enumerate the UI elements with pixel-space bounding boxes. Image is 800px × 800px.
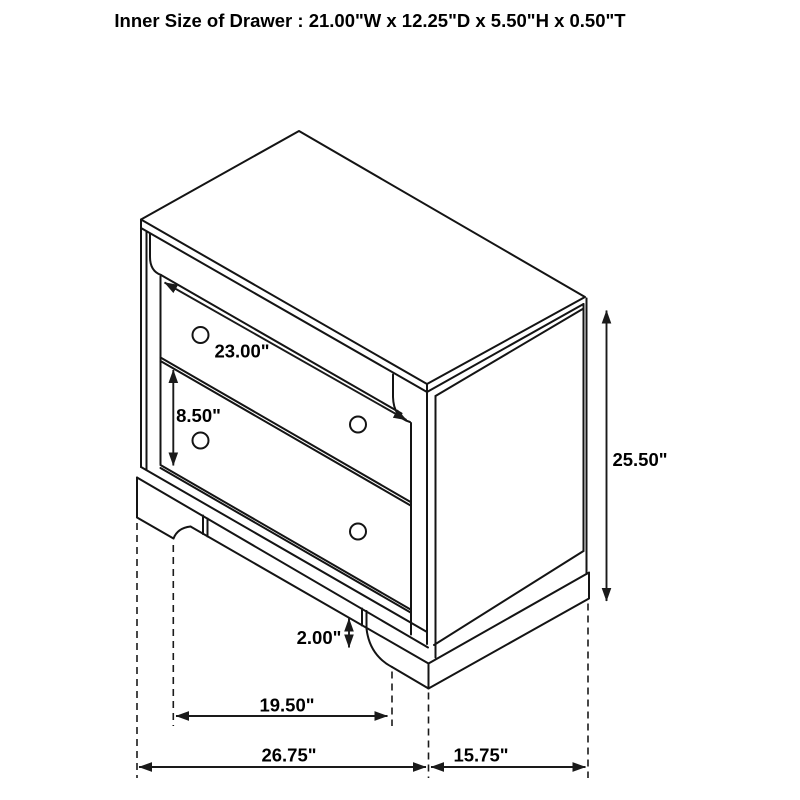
dim-label-overall-width: 26.75": [261, 744, 317, 766]
dimension-labels: [176, 341, 667, 766]
top-edge-side-band: [427, 299, 587, 397]
cabinet-base: [137, 467, 429, 689]
cabinet-front-frame: [141, 228, 436, 658]
left-foot-arch: [174, 527, 191, 539]
left-foot-joint: [203, 516, 208, 537]
dim-label-overall-depth: 15.75": [453, 744, 509, 766]
dim-label-overall-height: 25.50": [612, 449, 668, 470]
drawer-knob: [350, 524, 366, 540]
drawer-gap-upper: [161, 358, 412, 506]
cabinet-top-face: [141, 131, 587, 396]
left-corner-bracket: [150, 234, 161, 275]
dimension-arrows: [139, 283, 607, 768]
side-bottom-edge: [434, 551, 584, 645]
drawer-knob: [193, 327, 209, 343]
dim-label-drawer-width: 23.00": [214, 340, 270, 362]
drawer-knob: [350, 417, 366, 433]
dim-label-drawer-height: 8.50": [176, 405, 221, 426]
side-back-edge: [584, 299, 587, 575]
right-foot-bottom: [392, 667, 429, 689]
dim-label-foot-span: 19.50": [259, 694, 315, 716]
plinth-left-corner: [137, 478, 174, 539]
front-left-corner-edges: [141, 228, 147, 470]
extension-lines: [137, 523, 588, 778]
body-bottom-edge: [141, 467, 427, 632]
cabinet-side-panel: [429, 299, 590, 689]
plinth-top-edge: [137, 478, 428, 648]
front-right-corner-edges: [427, 392, 436, 658]
drawer-gap-lower: [161, 465, 412, 613]
side-plinth-band: [429, 573, 590, 689]
drawer-knob: [193, 433, 209, 449]
drawer-fronts: [161, 358, 412, 613]
drawer-opening-top-edge: [161, 275, 402, 414]
dim-label-foot-height: 2.00": [296, 627, 342, 648]
drawing-title: Inner Size of Drawer : 21.00"W x 12.25"D x 5.50"H x 0.50"T: [114, 10, 626, 31]
top-edge-front-band: [141, 220, 427, 393]
